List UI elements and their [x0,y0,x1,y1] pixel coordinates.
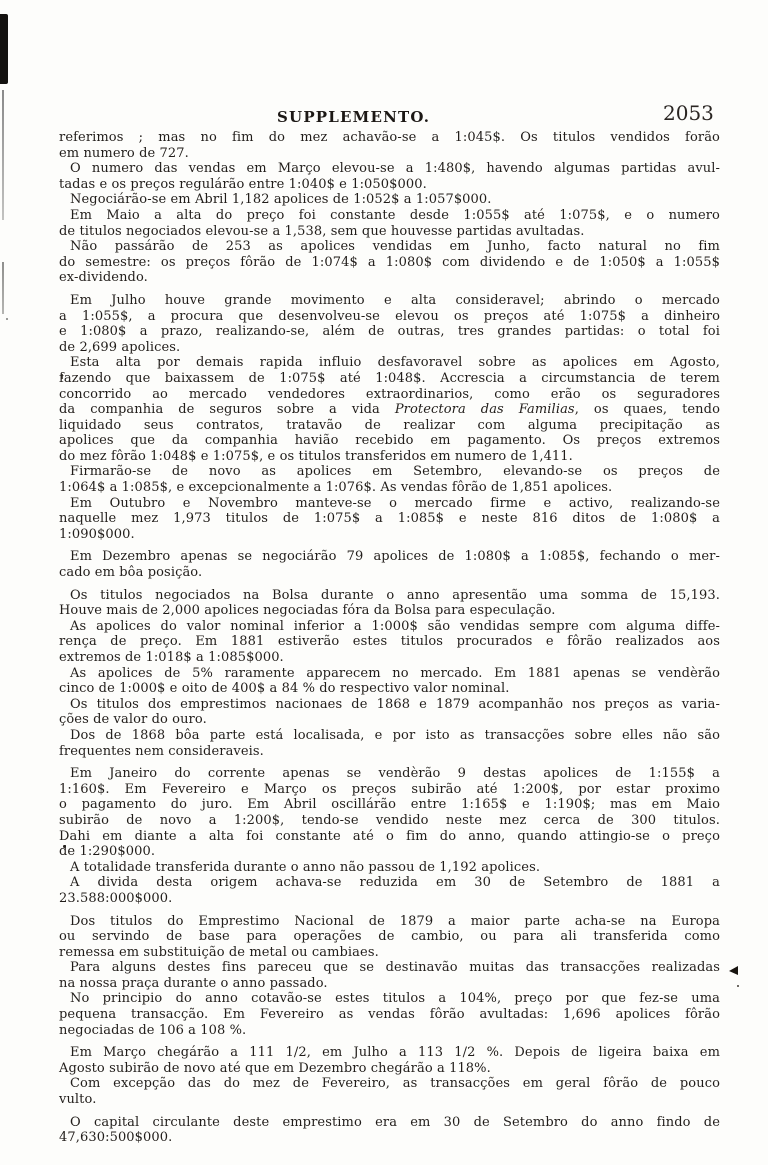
paragraph [59,1076,720,1107]
paragraph [59,355,720,464]
text-line: O numero das vendas em Março elevou-se a 1:480$, havendo algumas partidas avul- [70,161,720,177]
text-line: a 1:055$, a procura que desenvolveu-se elevou os preços até 1:075$ a dinheiro [59,308,720,324]
paragraph [59,697,720,728]
text-line: concorrido ao mercado vendedores extraordinarios, como erão os seguradores [59,386,720,402]
scan-artifact-left-bar [0,14,8,84]
text-line: liquidado seus contratos, tratavão de realizar com alguma precipitação as [59,417,720,433]
scan-artifact-left-line [2,90,4,220]
text-line: tadas e os preços regulárão entre 1:040$ e 1:050$000. [59,176,427,192]
text-line: Esta alta por demais rapida influio desfavoravel sobre as apolices em Agosto, [70,355,720,371]
text-line: Os titulos dos emprestimos nacionaes de 1868 e 1879 acompanhão nos preços as varia- [70,696,720,712]
paragraph [59,766,720,860]
text-line: 1:064$ a 1:085$, e excepcionalmente a 1:076$. As vendas fôrão de 1,851 apolices. [59,480,613,496]
text-line: Em Julho houve grande movimento e alta consideravel; abrindo o mercado [70,292,720,308]
text-line: ou servindo de base para operações de cambio, ou para ali transferida como [59,929,720,945]
text-segment: da companhia de seguros sobre a vida [59,402,395,418]
paragraph [59,1045,720,1076]
paragraph [59,960,720,991]
text-line: 47,630:500$000. [59,1130,173,1146]
paragraph [59,239,720,286]
paragraph [59,496,720,543]
text-line: em numero de 727. [59,145,189,161]
text-line: Agosto subirão de novo até que em Dezembro chegárão a 118%. [59,1060,491,1076]
text-line: Em Janeiro do corrente apenas se vendèrão 9 destas apolices de 1:155$ a [70,766,720,782]
paragraph [59,192,720,208]
text-line: Não passárão de 253 as apolices vendidas em Junho, facto natural no fim [70,239,720,255]
text-line: pequena transacção. Em Fevereiro as vendas fôrão avultadas: 1,696 apolices fôrão [59,1007,720,1023]
text-line: No principio do anno cotavão-se estes titulos a 104%, preço por que fez-se uma [70,991,720,1007]
text-line: remessa em substituição de metal ou cambiaes. [59,944,379,960]
text-line: do semestre: os preços fôrão de 1:074$ a 1:080$ com dividendo e de 1:050$ a 1:055$ [59,254,720,270]
text-line: extremos de 1:018$ a 1:085$000. [59,650,284,665]
paragraph [59,914,720,961]
text-line: naquelle mez 1,973 titulos de 1:075$ a 1:085$ e neste 816 ditos de 1:080$ a [59,511,720,527]
scan-artifact-small-dot [737,985,739,987]
paragraph [59,161,720,192]
text-line: A divida desta origem achava-se reduzida em 30 de Setembro de 1881 a [70,875,720,891]
text-line: Em Outubro e Novembro manteve-se o mercado firme e activo, realizando-se [70,495,720,511]
text-line: ex-dividendo. [59,270,148,286]
italic-text-segment: Protectora das Familias [394,402,575,418]
text-line: negociadas de 106 a 108 %. [59,1022,247,1038]
text-line: na nossa praça durante o anno passado. [59,975,328,991]
text-line: Em Março chegárão a 111 1/2, em Julho a 113 1/2 %. Depois de ligeira baixa em [70,1045,720,1061]
text-line: e 1:080$ a prazo, realizando-se, além de outras, tres grandes partidas: o total foi [59,324,720,340]
text-line: Houve mais de 2,000 apolices negociadas fóra da Bolsa para especulação. [59,603,556,619]
text-line: vulto. [59,1092,97,1108]
text-line: rença de preço. Em 1881 estiverão estes titulos procurados e fôrão realizados aos [59,634,720,650]
text-line: frequentes nem consideraveis. [59,743,264,759]
text-line: referimos ; mas no fim do mez achavão-se a 1:045$. Os titulos vendidos forão [59,130,720,145]
paragraph [59,1115,720,1146]
text-line: O capital circulante deste emprestimo era em 30 de Setembro do anno findo de [70,1114,720,1130]
text-line: Firmarão-se de novo as apolices em Setembro, elevando-se os preços de [70,464,720,480]
text-line: Dos titulos do Emprestimo Nacional de 1879 a maior parte acha-se na Europa [70,913,720,929]
margin-arrow-mark [729,966,738,975]
paragraph [59,619,720,666]
page-number: 2053 [663,101,714,125]
text-line: Os titulos negociados na Bolsa durante o anno apresentão uma somma de 15,193. [70,587,720,603]
paragraph [59,875,720,906]
paragraph [59,666,720,697]
text-line: As apolices de 5% raramente apparecem no mercado. Em 1881 apenas se vendèrão [70,665,720,681]
paragraph [59,293,720,355]
text-line [59,402,720,418]
running-head-title: SUPPLEMENTO. [277,108,431,126]
paragraph [59,728,720,759]
text-line: Dos de 1868 bôa parte está localisada, e por isto as transacções sobre elles não são [70,727,720,743]
text-line: de 1:290$000. [59,844,156,860]
paragraph [59,991,720,1038]
text-line: o pagamento do juro. Em Abril oscillárão entre 1:165$ e 1:190$; mas em Maio [59,797,720,813]
text-line: 1:090$000. [59,526,135,542]
text-line: subirão de novo a 1:200$, tendo-se vendido neste mez cerca de 300 titulos. [59,812,720,828]
scan-artifact-left-line-2 [2,262,4,314]
text-block [59,130,720,1146]
paragraph [59,860,720,876]
paragraph [59,208,720,239]
paragraph [59,130,720,161]
text-line: cado em bôa posição. [59,565,203,581]
text-line: Em Maio a alta do preço foi constante desde 1:055$ até 1:075$, e o numero [70,207,720,223]
text-line: de titulos negociados elevou-se a 1,538, sem que houvesse partidas avultadas. [59,223,585,239]
paragraph [59,549,720,580]
text-segment: , os quaes, tendo [574,402,721,418]
text-line: Dahi em diante a alta foi constante até o fim do anno, quando attingio-se o preço [59,828,720,844]
text-line: Negociárão-se em Abril 1,182 apolices de 1:052$ a 1:057$000. [70,192,492,208]
text-line: fazendo que baixassem de 1:075$ até 1:048$. Accrescia a circumstancia de terem [59,370,720,386]
scan-artifact-dot [6,318,8,320]
text-line: A totalidade transferida durante o anno não passou de 1,192 apolices. [70,859,541,875]
text-line: do mez fôrão 1:048$ e 1:075$, e os titulos transferidos em numero de 1,411. [59,448,573,464]
text-line: Com excepção das do mez de Fevereiro, as transacções em geral fôrão de pouco [70,1076,720,1092]
text-line: Para alguns destes fins pareceu que se destinavão muitas das transacções realizadas [70,960,720,976]
text-line: 23.588:000$000. [59,890,173,906]
text-line: As apolices do valor nominal inferior a 1:000$ são vendidas sempre com alguma diffe- [70,618,720,634]
text-line: Em Dezembro apenas se negociárão 79 apolices de 1:080$ a 1:085$, fechando o mer- [70,549,720,565]
paragraph [59,464,720,495]
text-line: ções de valor do ouro. [59,712,207,728]
text-line: 1:160$. Em Fevereiro e Março os preços subirão até 1:200$, por estar proximo [59,781,720,797]
text-line: cinco de 1:000$ e oito de 400$ a 84 % do respectivo valor nominal. [59,681,510,697]
paragraph [59,588,720,619]
text-line: apolices que da companhia havião recebido em pagamento. Os preços extremos [59,433,720,449]
text-line: de 2,699 apolices. [59,339,181,355]
